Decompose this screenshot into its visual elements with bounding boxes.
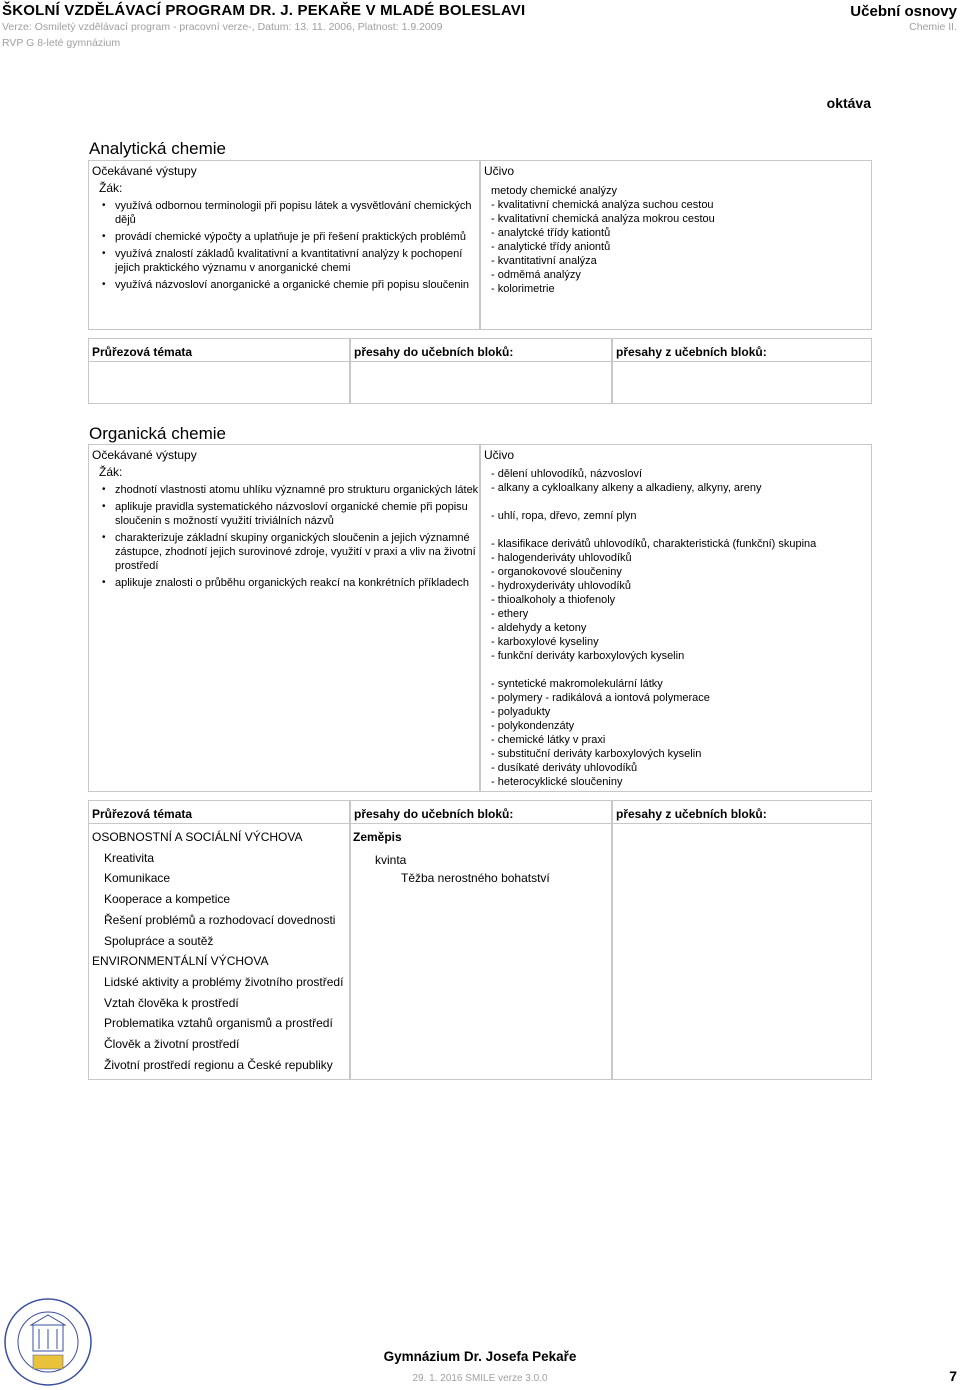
curriculum-item: - polyadukty <box>491 706 551 718</box>
outputs-heading: Očekávané výstupy <box>92 448 197 462</box>
output-item: • využívá odbornou terminologii při popisu látek a vysvětlování chemických dějů <box>115 199 479 227</box>
output-item: • aplikuje znalosti o průběhu organických reakcí na konkrétních příkladech <box>115 576 479 590</box>
cross-themes-body <box>88 361 350 404</box>
theme-item: Spolupráce a soutěž <box>104 933 214 948</box>
cross-themes-list <box>89 824 349 1075</box>
overlap-grade: kvinta <box>375 853 407 867</box>
cross-themes-cell <box>88 338 350 404</box>
curriculum-item: - kvalitativní chemická analýza mokrou cestou <box>491 213 715 225</box>
curriculum-item: - alkany a cykloalkany alkeny a alkadieny, alkyny, areny <box>491 482 762 494</box>
group-gap <box>491 663 871 677</box>
document-title: ŠKOLNÍ VZDĚLÁVACÍ PROGRAM DR. J. PEKAŘE V MLADÉ BOLESLAVI <box>2 2 526 19</box>
section-title: Organická chemie <box>89 424 227 443</box>
curriculum-item: - uhlí, ropa, dřevo, zemní plyn <box>491 510 637 522</box>
output-item: • provádí chemické výpočty a uplatňuje je při řešení praktických problémů <box>115 230 479 244</box>
overlap-from-cell <box>612 800 872 1080</box>
curriculum-heading: Učivo <box>484 164 515 178</box>
curriculum-box <box>480 160 872 330</box>
overlap-subject: Zeměpis <box>353 830 402 844</box>
curriculum-box <box>480 444 872 792</box>
page-number: 7 <box>949 1368 957 1384</box>
overlap-from-body <box>612 823 872 1080</box>
overlap-from-heading: přesahy z učebních bloků: <box>616 807 767 821</box>
curriculum-item: - analytické třídy aniontů <box>491 241 611 253</box>
section-title: Analytická chemie <box>89 139 227 158</box>
output-item: • aplikuje pravidla systematického názvosloví organické chemie při popisu sloučenin s možností využití triviálních názvů <box>115 500 479 528</box>
curriculum-item: - karboxylové kyseliny <box>491 636 599 648</box>
document-type: Učební osnovy <box>850 3 957 20</box>
curriculum-item: - heterocyklické sloučeniny <box>491 776 623 788</box>
overlap-from-heading: přesahy z učebních bloků: <box>616 345 767 359</box>
curriculum-item: - dělení uhlovodíků, názvosloví <box>491 468 643 480</box>
overlap-to-cell <box>350 800 612 1080</box>
pupil-label: Žák: <box>99 181 123 195</box>
curriculum-list <box>481 184 871 296</box>
curriculum-item: - kvalitativní chemická analýza suchou cestou <box>491 199 714 211</box>
overlap-to-heading: přesahy do učebních bloků: <box>354 807 514 821</box>
grade-label: oktáva <box>826 95 871 111</box>
curriculum-item: - analytcké třídy kationtů <box>491 227 611 239</box>
theme-item: Vztah člověka k prostředí <box>104 995 239 1010</box>
outputs-list <box>89 483 479 590</box>
curriculum-item: - funkční deriváty karboxylových kyselin <box>491 650 685 662</box>
curriculum-item: - kolorimetrie <box>491 283 555 295</box>
cross-themes-heading: Průřezová témata <box>92 345 193 359</box>
output-item: • charakterizuje základní skupiny organických sloučenin a jejich významné zástupce, zhodnotí jejich surovinové zdroje, využití v praxi a vliv na životní prostředí <box>115 531 479 573</box>
curriculum-item: - ethery <box>491 608 529 620</box>
group-gap <box>491 495 871 509</box>
subject-name: Chemie II. <box>909 21 957 33</box>
cross-themes-body <box>88 823 350 1080</box>
expected-outputs-box <box>88 160 480 330</box>
outputs-heading: Očekávané výstupy <box>92 164 197 178</box>
footer-school: Gymnázium Dr. Josefa Pekaře <box>383 1349 577 1364</box>
overlap-to-heading: přesahy do učebních bloků: <box>354 345 514 359</box>
curriculum-item: - odměmá analýzy <box>491 269 581 281</box>
curriculum-item: - klasifikace derivátů uhlovodíků, charakteristická (funkční) skupina <box>491 538 817 550</box>
output-item: • zhodnotí vlastnosti atomu uhlíku významné pro strukturu organických látek <box>115 483 479 497</box>
output-item: • využívá znalostí základů kvalitativní a kvantitativní analýzy k pochopení jejich praktického významu v anorganické chemi <box>115 247 479 275</box>
theme-item: Problematika vztahů organismů a prostředí <box>104 1016 333 1031</box>
theme-item: Řešení problémů a rozhodovací dovednosti <box>104 912 336 927</box>
curriculum-item: - hydroxyderiváty uhlovodíků <box>491 580 632 592</box>
curriculum-item: - chemické látky v praxi <box>491 734 606 746</box>
group-gap <box>491 523 871 537</box>
curriculum-item: - aldehydy a ketony <box>491 622 587 634</box>
cross-themes-cell <box>88 800 350 1080</box>
theme-item: Kreativita <box>104 850 155 865</box>
theme-item: Člověk a životní prostředí <box>104 1037 240 1052</box>
theme-category: ENVIRONMENTÁLNÍ VÝCHOVA <box>92 954 269 969</box>
curriculum-item: - substituční deriváty karboxylových kyselin <box>491 748 702 760</box>
theme-item: Lidské aktivity a problémy životního prostředí <box>104 974 344 989</box>
curriculum-item: - polykondenzáty <box>491 720 575 732</box>
pupil-label: Žák: <box>99 465 123 479</box>
overlap-to-body <box>350 823 612 1080</box>
curriculum-item: metody chemické analýzy <box>491 185 617 197</box>
output-item: • využívá názvosloví anorganické a organické chemie při popisu sloučenin <box>115 278 479 292</box>
theme-item: Kooperace a kompetice <box>104 892 231 907</box>
curriculum-list <box>481 467 871 789</box>
overlap-from-cell <box>612 338 872 404</box>
overlap-to-body <box>350 361 612 404</box>
overlap-topic: Těžba nerostného bohatství <box>401 871 550 885</box>
theme-item: Životní prostředí regionu a České republiky <box>104 1057 333 1072</box>
theme-category: OSOBNOSTNÍ A SOCIÁLNÍ VÝCHOVA <box>92 830 303 844</box>
curriculum-item: - polymery - radikálová a iontová polymerace <box>491 692 710 704</box>
rvp-info: RVP G 8-leté gymnázium <box>2 37 121 49</box>
cross-themes-heading: Průřezová témata <box>92 807 193 821</box>
curriculum-item: - thioalkoholy a thiofenoly <box>491 594 616 606</box>
curriculum-item: - halogenderiváty uhlovodíků <box>491 552 632 564</box>
curriculum-item: - dusíkaté deriváty uhlovodíků <box>491 762 638 774</box>
curriculum-heading: Učivo <box>484 448 515 462</box>
outputs-list <box>89 199 479 292</box>
curriculum-item: - syntetické makromolekulární látky <box>491 678 663 690</box>
curriculum-item: - organokovové sloučeniny <box>491 566 622 578</box>
expected-outputs-box <box>88 444 480 792</box>
overlap-from-body <box>612 361 872 404</box>
footer-version: 29. 1. 2016 SMILE verze 3.0.0 <box>412 1373 548 1384</box>
overlap-to-cell <box>350 338 612 404</box>
theme-item: Komunikace <box>104 871 171 886</box>
curriculum-item: - kvantitativní analýza <box>491 255 597 267</box>
version-info: Verze: Osmiletý vzdělávací program - pracovní verze-, Datum: 13. 11. 2006, Platnost: 1.9.2009 <box>2 21 443 33</box>
